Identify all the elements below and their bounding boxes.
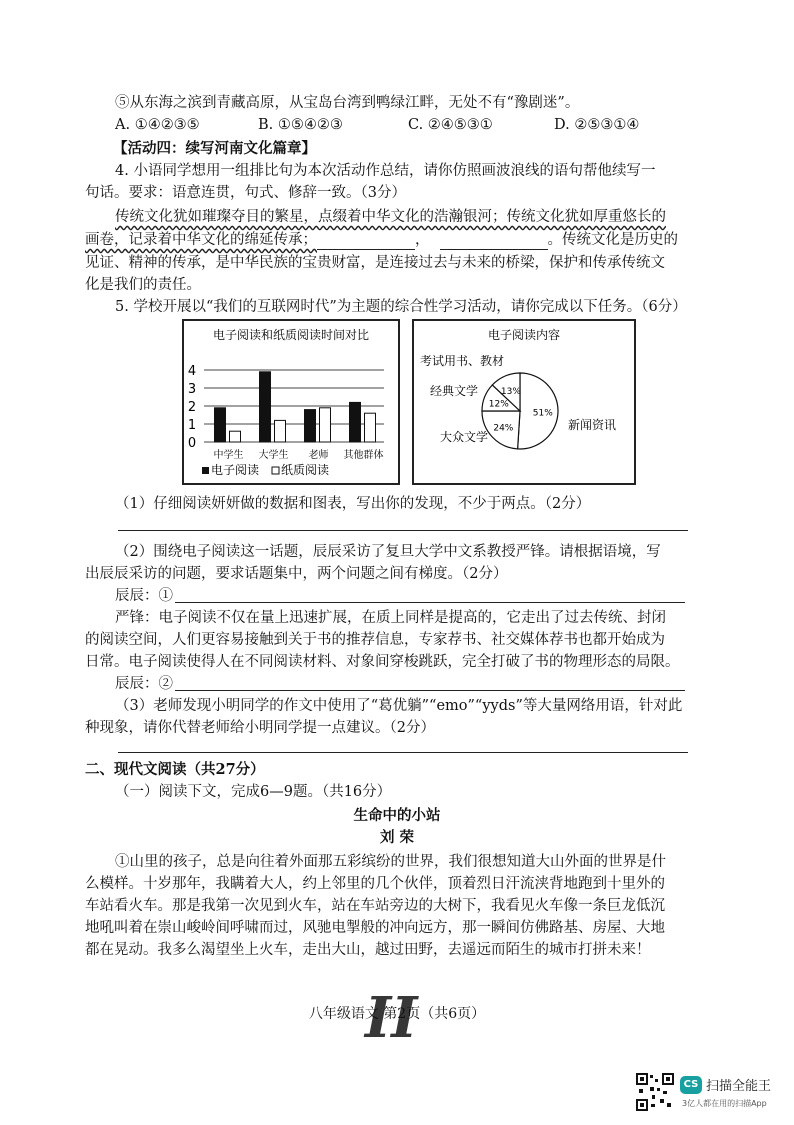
bar-chart-box — [182, 319, 400, 485]
x-tick-label: 老师 — [308, 450, 329, 461]
pie-label-exam: 考试用书、教材 — [420, 354, 505, 368]
option-line-5: ⑤从东海之滨到青藏高原，从宝岛台湾到鸭绿江畔，无处不有“豫剧迷”。 — [115, 95, 580, 111]
wavy-sentence-1: 传统文化犹如璀璨夺目的繁星，点缀着中华文化的浩瀚银河；传统文化犹如厚重悠长的 — [115, 209, 666, 225]
question-5-3-line1: （3）老师发现小明同学的作文中使用了“葛优躺”“emo”“yyds”等大量网络用语，针对此 — [115, 698, 683, 714]
legend-swatch-electronic — [202, 467, 209, 474]
question-5-2-line1: （2）围绕电子阅读这一话题，辰辰采访了复旦大学中文系教授严锋。请根据语境，写 — [115, 544, 661, 560]
bar-paper — [275, 420, 286, 442]
chenchen-q2: 辰辰：② — [115, 676, 173, 692]
y-tick-label: 2 — [187, 400, 197, 415]
stamp-mark: II — [365, 985, 418, 1051]
answer-line-1[interactable] — [118, 530, 688, 531]
paragraph-line4: 地吼叫着在崇山峻岭间呼啸而过，风驰电掣般的冲向远方，那一瞬间仿佛路基、房屋、大地 — [85, 920, 665, 936]
bar-chart — [184, 321, 398, 483]
pie-chart — [414, 321, 634, 483]
pie-percent-label: 12% — [488, 399, 509, 410]
pie-chart-box — [412, 319, 636, 485]
article-title: 生命中的小站 — [353, 807, 441, 824]
chenchen-q1: 辰辰：① — [115, 588, 173, 604]
yanfeng-line3: 日常。电子阅读使得人在不同阅读材料、对象间穿梭跳跃，完全打破了书的物理形态的局限。 — [85, 654, 680, 670]
choice-b: B. ①⑤④②③ — [258, 117, 343, 133]
comma: ， — [415, 232, 430, 248]
wavy-sentence-2: 画卷，记录着中华文化的绵延传承； — [85, 232, 317, 248]
answer-line-3[interactable] — [118, 752, 688, 753]
subsection-1: （一）阅读下文，完成6—9题。（共16分） — [115, 784, 392, 800]
bar-electronic — [305, 410, 316, 442]
answer-line-q1[interactable] — [175, 602, 685, 603]
question-4-cont: 。传统文化是历史的 — [547, 232, 678, 248]
bar-paper — [365, 413, 376, 442]
answer-blank-1[interactable] — [317, 235, 415, 250]
question-4-line4 — [85, 230, 678, 250]
legend-swatch-paper — [272, 467, 279, 474]
question-5-3-line2: 种现象，请你代替老师给小明同学提一点建议。（2分） — [85, 720, 435, 736]
paragraph-line2: 么模样。十岁那年，我瞒着大人，约上邻里的几个伙伴，顶着烈日汗流浃背地跑到十里外的 — [85, 876, 665, 892]
yanfeng-line1: 严锋：电子阅读不仅在量上迅速扩展，在质上同样是提高的，它走出了过去传统、封闭 — [115, 610, 666, 626]
answer-blank-2[interactable] — [440, 235, 548, 250]
question-5: 5. 学校开展以“我们的互联网时代”为主题的综合性学习活动，请你完成以下任务。（6分） — [115, 299, 687, 315]
x-tick-label: 中学生 — [213, 450, 244, 461]
question-5-1: （1）仔细阅读妍妍做的数据和图表，写出你的发现，不少于两点。（2分） — [115, 496, 591, 512]
bar-chart-title: 电子阅读和纸质阅读时间对比 — [212, 328, 370, 342]
pie-percent-label: 24% — [493, 423, 514, 434]
y-tick-label: 3 — [187, 382, 197, 397]
pie-label-classic: 经典文学 — [430, 384, 479, 398]
question-4-line2: 句话。要求：语意连贯，句式、修辞一致。（3分） — [85, 185, 406, 201]
pie-percent-label: 13% — [500, 387, 521, 398]
x-tick-label: 其他群体 — [343, 450, 384, 461]
choice-a: A. ①④②③⑤ — [115, 117, 200, 133]
x-tick-label: 大学生 — [258, 450, 289, 461]
paragraph-line5: 都在晃动。我多么渴望坐上火车，走出大山，越过田野，去遥远而陌生的城市打拼未来！ — [85, 942, 651, 958]
pie-percent-label: 51% — [532, 408, 553, 419]
yanfeng-line2: 的阅读空间，人们更容易接触到关于书的推荐信息，专家荐书、社交媒体荐书也都开始成为 — [85, 632, 665, 648]
y-tick-label: 4 — [187, 364, 197, 379]
section-2-heading: 二、现代文阅读（共27分） — [85, 761, 265, 778]
bar-paper — [320, 408, 331, 442]
qr-code-icon — [636, 1073, 674, 1111]
paragraph-line1: ①山里的孩子，总是向往着外面那五彩缤纷的世界，我们很想知道大山外面的世界是什 — [115, 854, 666, 870]
question-4-line6: 化是我们的责任。 — [85, 277, 201, 293]
scanner-name: 扫描全能王 — [706, 1079, 772, 1094]
bar-electronic — [260, 372, 271, 442]
y-tick-label: 1 — [187, 418, 197, 433]
bar-electronic — [350, 402, 361, 442]
pie-label-popular: 大众文学 — [440, 430, 489, 444]
legend-label-electronic: 电子阅读 — [211, 463, 260, 477]
y-tick-label: 0 — [187, 436, 197, 451]
article-author: 刘 荣 — [379, 829, 415, 846]
pie-label-news: 新闻资讯 — [568, 418, 617, 432]
paragraph-line3: 车站看火车。那是我第一次见到火车，站在车站旁边的大树下，我看见火车像一条巨龙低沉 — [85, 898, 665, 914]
bar-paper — [230, 431, 241, 442]
pie-chart-title: 电子阅读内容 — [487, 328, 561, 342]
question-5-2-line2: 出辰辰采访的问题，要求话题集中，两个问题之间有梯度。（2分） — [85, 566, 508, 582]
activity-heading: 【活动四：续写河南文化篇章】 — [113, 140, 316, 157]
choice-c: C. ②④⑤③① — [408, 117, 493, 133]
question-4-line1: 4. 小语同学想用一组排比句为本次活动作总结，请你仿照画波浪线的语句帮他续写一 — [115, 163, 656, 179]
camscanner-logo-icon: CS — [680, 1076, 702, 1094]
answer-line-q2[interactable] — [175, 690, 685, 691]
question-4-line5: 见证、精神的传承，是中华民族的宝贵财富，是连接过去与未来的桥梁，保护和传承传统文 — [85, 255, 665, 271]
page-footer: 八年级语文 第2页（共6页） — [308, 1006, 486, 1022]
legend-label-paper: 纸质阅读 — [281, 463, 330, 477]
bar-electronic — [215, 408, 226, 442]
choice-d: D. ②⑤③①④ — [554, 117, 640, 133]
scanner-tagline: 3亿人都在用的扫描App — [682, 1099, 767, 1108]
